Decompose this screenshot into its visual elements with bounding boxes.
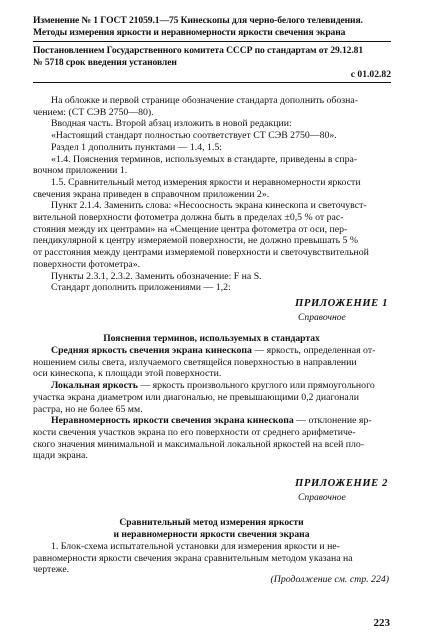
effective-date: с 01.02.82: [350, 69, 391, 80]
header-line: № 5718 срок введения установлен: [33, 57, 177, 68]
term-definition: Неравномерность яркости свечения экрана кинескопа — отклонение яр- кости свечения участков экрана по его поверхности от среднего арифметиче- ского значения минимальной и максимальной локальной яркостей на всей пло- щади экрана.: [33, 415, 372, 462]
appendix-1-subtitle: Справочное: [298, 312, 346, 323]
appendix-2-text: [33, 541, 390, 576]
paragraph: «1.4. Пояснения терминов, используемых в стандарте, приведены в спра- вочном приложении 1.: [33, 153, 358, 177]
paragraph: 1. Блок-схема испытательной установки для измерения яркости и не- равномерности яркости свечения экрана сравнительным методом указана на чертеже.: [33, 541, 353, 576]
term: Неравномерность яркости свечения экрана кинескопа: [51, 415, 294, 427]
header-rule: [33, 41, 391, 42]
term: Средняя яркость свечения экрана кинескопа: [51, 345, 252, 356]
header-line: Постановлением Государственного комитета СССР по стандартам от 29.12.81: [33, 45, 364, 56]
term: Локальная яркость: [51, 380, 138, 392]
header-rule: [33, 82, 391, 83]
paragraph: Стандарт дополнить приложениями — 1,2:: [51, 282, 231, 294]
paragraph: Вводная часть. Второй абзац изложить в новой редакции: «Настоящий стандарт полностью соответствует СТ СЭВ 2750—80».: [51, 118, 337, 142]
appendix-2-subtitle: Справочное: [298, 492, 346, 503]
paragraph: Раздел 1 дополнить пунктами — 1.4, 1.5:: [51, 141, 222, 153]
paragraph: На обложке и первой странице обозначение стандарта дополнить обозна- чением: (СТ СЭВ 2750—80).: [33, 95, 359, 118]
resolution-header: [33, 45, 389, 69]
term-definition: Локальная яркость — яркость произвольного круглого или прямоугольного участка экрана диаметром или диагональю, не превышающими 0,2 диагонали растра, но не более 65 мм.: [33, 380, 375, 415]
amendment-header: [33, 15, 389, 39]
appendix-1-title: ПРИЛОЖЕНИЕ 1: [295, 298, 388, 309]
paragraph: Пункт 2.1.4. Заменить слова: «Несоосность экрана кинескопа и светочувст- вительной поверхности фотометра должна быть в пределах ±0,5 % от рас- стояния между их центрами» на «Смещение центра фотометра от оси, пер- пендикулярной к центру измеряемой поверхности, не должно превышать 5 % от расстояния между центрами измеряемой поверхности и светочувствительной поверхности фотометра».: [33, 200, 369, 270]
term-definition: Средняя яркость свечения экрана кинескопа — яркость, определенная от- ношением силы света, излучаемого светящейся поверхностью в направлении оси кинескопа, к площади этой поверхности.: [33, 345, 376, 380]
header-line: Изменение № 1 ГОСТ 21059.1—75 Кинескопы для черно-белого телевидения.: [33, 15, 363, 26]
appendix-1-terms: [33, 345, 390, 462]
appendix-1-heading: Пояснения терминов, используемых в стандартах: [103, 333, 320, 344]
amendments-text: [33, 95, 390, 294]
paragraph: Пункты 2.3.1, 2.3.2. Заменить обозначение: F на S.: [51, 270, 262, 282]
appendix-2-heading: Сравнительный метод измерения яркости и неравномерности яркости свечения экрана: [113, 517, 310, 540]
header-line: Методы измерения яркости и неравномерности яркости свечения экрана: [33, 27, 346, 38]
continuation-note: (Продолжение см. стр. 224): [270, 574, 389, 585]
appendix-2-title: ПРИЛОЖЕНИЕ 2: [295, 478, 388, 489]
paragraph: 1.5. Сравнительный метод измерения яркости и неравномерности яркости свечения экрана приведен в справочном приложении 2».: [33, 176, 361, 200]
page-number: 223: [373, 617, 390, 629]
